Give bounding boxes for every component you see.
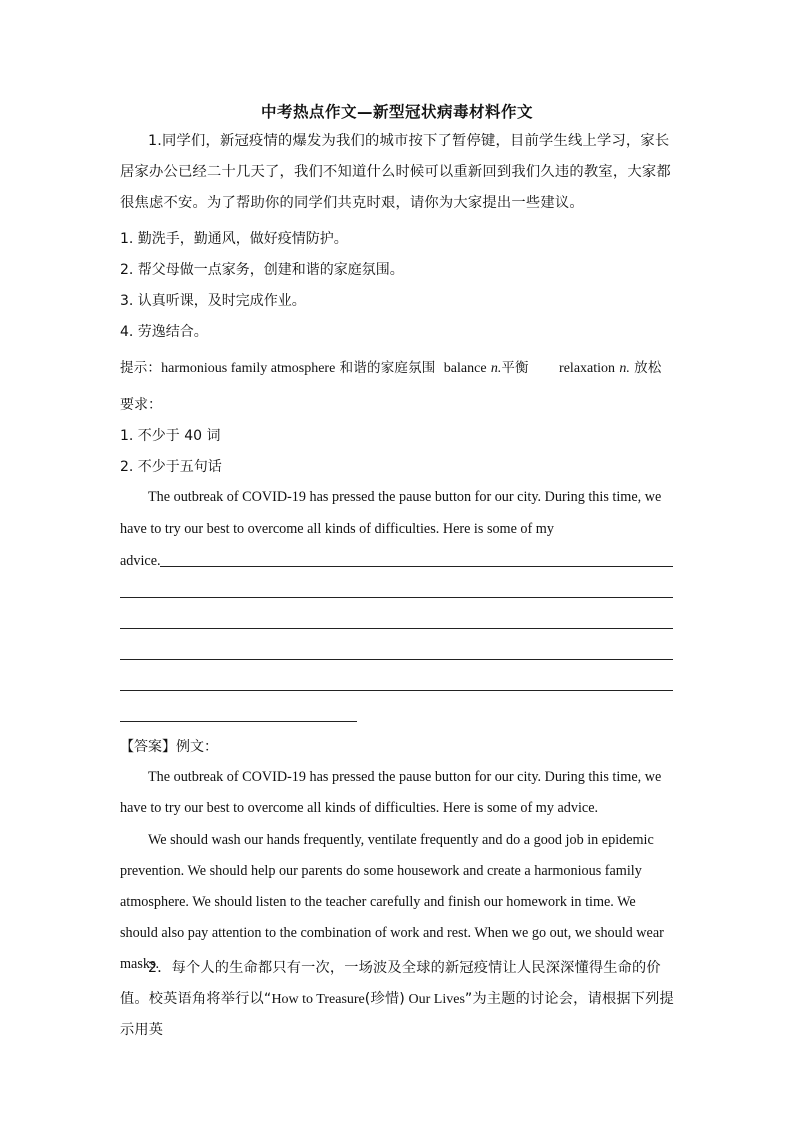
question2-text-1: 2．每个人的生命都只有一次，一场波及全球的新冠疫情让人民深深懂得生命的价值。校英语角将举行以“ — [120, 960, 661, 1007]
question2-text-2: ”为主题的讨论会，请根据下列提示用英 — [120, 991, 674, 1038]
prompt-line-1: The outbreak of COVID-19 has pressed the pause button for our city. During this time, we — [148, 489, 662, 505]
hint-term3-zh: 放松 — [634, 360, 662, 376]
hint-term2-en: balance — [443, 361, 487, 376]
suggestion-item-3: 3. 认真听课，及时完成作业。 — [120, 293, 306, 309]
requirements-label: 要求： — [120, 397, 162, 413]
hint-term2-pos: n. — [490, 361, 502, 376]
answer-blank-line[interactable] — [120, 628, 673, 629]
question2-intro — [120, 953, 680, 1046]
requirement-item-2: 2. 不少于五句话 — [120, 459, 222, 475]
question1-intro: 1.同学们，新冠疫情的爆发为我们的城市按下了暂停键，目前学生线上学习，家长居家办公已经二十几天了，我们不知道什么时候可以重新回到我们久违的教室，大家都很焦虑不安。为了帮助你的同学们共克时艰，请你为大家提出一些建议。 — [120, 133, 671, 211]
answer-paragraph-1: The outbreak of COVID-19 has pressed the pause button for our city. During this time, we have to try our best to overcome all kinds of difficulties. Here is some of my advice. — [120, 769, 662, 816]
answer-blank-line[interactable] — [120, 690, 673, 691]
essay-prompt — [120, 481, 680, 577]
hint-label: 提示： — [120, 360, 162, 376]
hint-term1-zh: 和谐的家庭氛围 — [339, 360, 436, 376]
question2-topic-en-1: How to Treasure — [271, 992, 365, 1007]
hint-term3-en: relaxation — [559, 361, 616, 376]
answer-label: 【答案】例文： — [120, 739, 218, 755]
prompt-line-2: have to try our best to overcome all kinds of difficulties. Here is some of my — [120, 521, 554, 537]
prompt-line-3: advice. — [120, 553, 161, 569]
page-title: 中考热点作文—新型冠状病毒材料作文 — [260, 103, 533, 121]
answer-paragraph-2: We should wash our hands frequently, ventilate frequently and do a good job in epidemic prevention. We should help our parents do some housework and create a harmonious family atmosphere. We should listen to the teacher carefully and finish our homework in time. We should also pay attention to the combination of work and rest. When we go out, we should wear masks. — [120, 832, 664, 972]
answer-blank-line[interactable] — [160, 566, 673, 567]
suggestion-item-1: 1. 勤洗手，勤通风，做好疫情防护。 — [120, 231, 348, 247]
hint-term2-zh: 平衡 — [501, 360, 529, 376]
answer-blank-line[interactable] — [120, 721, 357, 722]
answer-blank-line[interactable] — [120, 659, 673, 660]
hint-term3-pos: n. — [619, 361, 630, 376]
suggestion-item-4: 4. 劳逸结合。 — [120, 324, 208, 340]
hint-line — [120, 356, 662, 377]
requirement-item-1: 1. 不少于 40 词 — [120, 428, 221, 444]
answer-blank-line[interactable] — [120, 597, 673, 598]
question2-topic-zh: (珍惜) — [364, 991, 406, 1007]
question2-topic-en-2: Our Lives — [405, 992, 465, 1007]
hint-term1-en: harmonious family atmosphere — [161, 361, 336, 376]
suggestion-item-2: 2. 帮父母做一点家务，创建和谐的家庭氛围。 — [120, 262, 404, 278]
